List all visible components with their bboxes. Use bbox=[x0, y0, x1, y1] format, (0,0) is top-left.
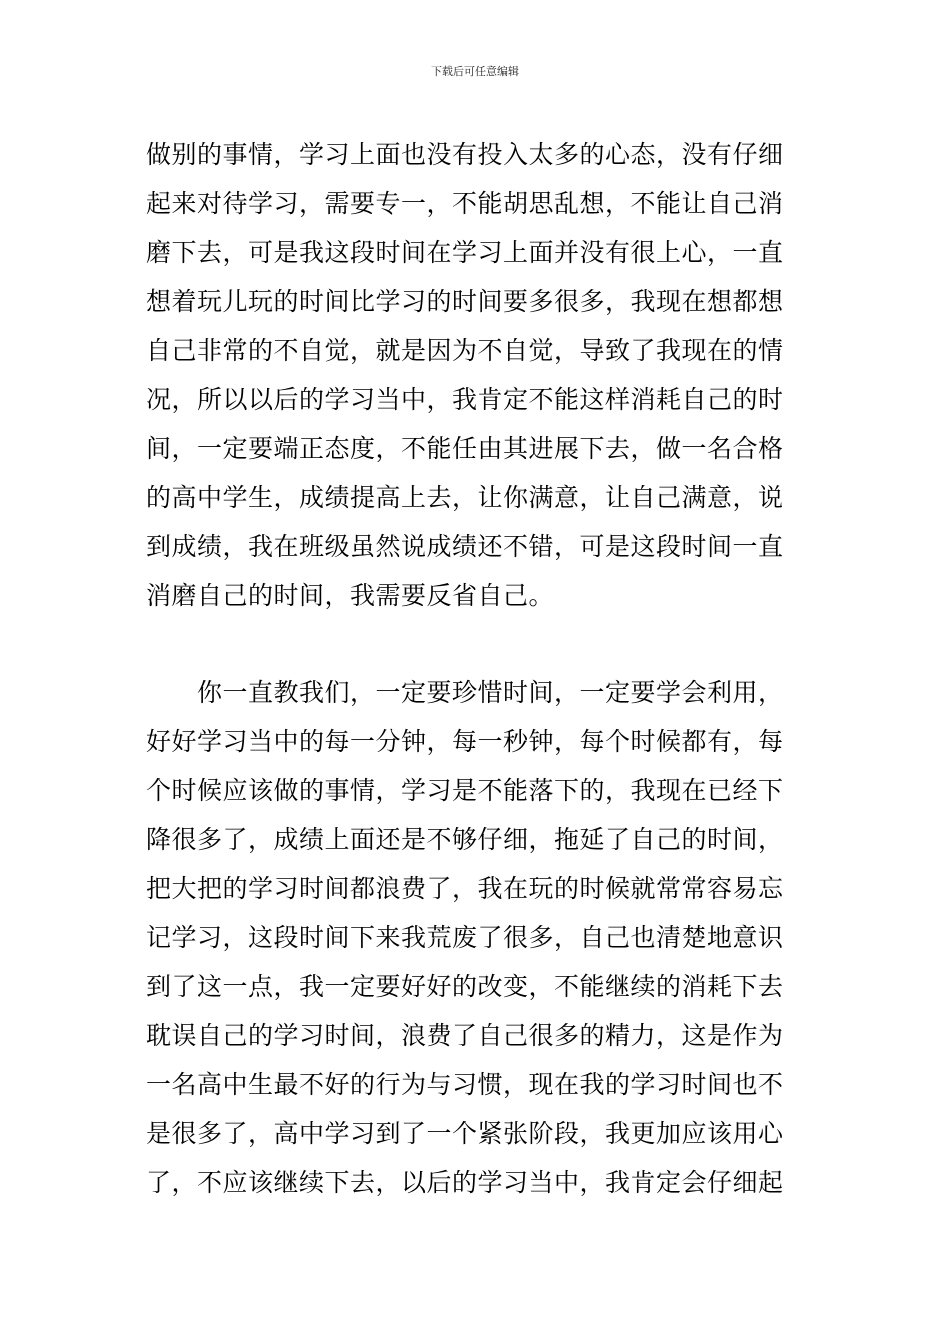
paragraph-1 bbox=[146, 130, 816, 620]
text-line: 到成绩，我在班级虽然说成绩还不错，可是这段时间一直 bbox=[146, 532, 784, 561]
text-line: 自己非常的不自觉，就是因为不自觉，导致了我现在的情 bbox=[146, 336, 784, 365]
paragraph-2 bbox=[146, 668, 816, 1207]
text-line: 耽误自己的学习时间，浪费了自己很多的精力，这是作为 bbox=[146, 1021, 784, 1050]
text-line: 降很多了，成绩上面还是不够仔细，拖延了自己的时间， bbox=[146, 825, 784, 854]
page-header: 下载后可任意编辑 bbox=[431, 65, 519, 78]
text-line: 想着玩儿玩的时间比学习的时间要多很多，我现在想都想 bbox=[146, 287, 784, 316]
text-line: 个时候应该做的事情，学习是不能落下的，我现在已经下 bbox=[146, 776, 784, 805]
text-line: 记学习，这段时间下来我荒废了很多，自己也清楚地意识 bbox=[146, 923, 784, 952]
text-line: 间，一定要端正态度，不能任由其进展下去，做一名合格 bbox=[146, 434, 784, 463]
text-line: 到了这一点，我一定要好好的改变，不能继续的消耗下去 bbox=[146, 972, 784, 1001]
text-line: 了，不应该继续下去，以后的学习当中，我肯定会仔细起 bbox=[146, 1168, 784, 1197]
text-line: 起来对待学习，需要专一，不能胡思乱想，不能让自己消 bbox=[146, 189, 784, 218]
text-line: 消磨自己的时间，我需要反省自己。 bbox=[146, 581, 555, 610]
text-line: 的高中学生，成绩提高上去，让你满意，让自己满意，说 bbox=[146, 483, 784, 512]
text-line: 磨下去，可是我这段时间在学习上面并没有很上心，一直 bbox=[146, 238, 784, 267]
text-line: 你一直教我们，一定要珍惜时间，一定要学会利用， bbox=[146, 678, 784, 707]
text-line: 是很多了，高中学习到了一个紧张阶段，我更加应该用心 bbox=[146, 1119, 784, 1148]
document-body bbox=[146, 130, 816, 1207]
text-line: 把大把的学习时间都浪费了，我在玩的时候就常常容易忘 bbox=[146, 874, 784, 903]
text-line: 况，所以以后的学习当中，我肯定不能这样消耗自己的时 bbox=[146, 385, 784, 414]
text-line: 好好学习当中的每一分钟，每一秒钟，每个时候都有，每 bbox=[146, 727, 784, 756]
text-line: 做别的事情，学习上面也没有投入太多的心态，没有仔细 bbox=[146, 140, 784, 169]
text-line: 一名高中生最不好的行为与习惯，现在我的学习时间也不 bbox=[146, 1070, 784, 1099]
paragraph-gap bbox=[146, 620, 816, 668]
